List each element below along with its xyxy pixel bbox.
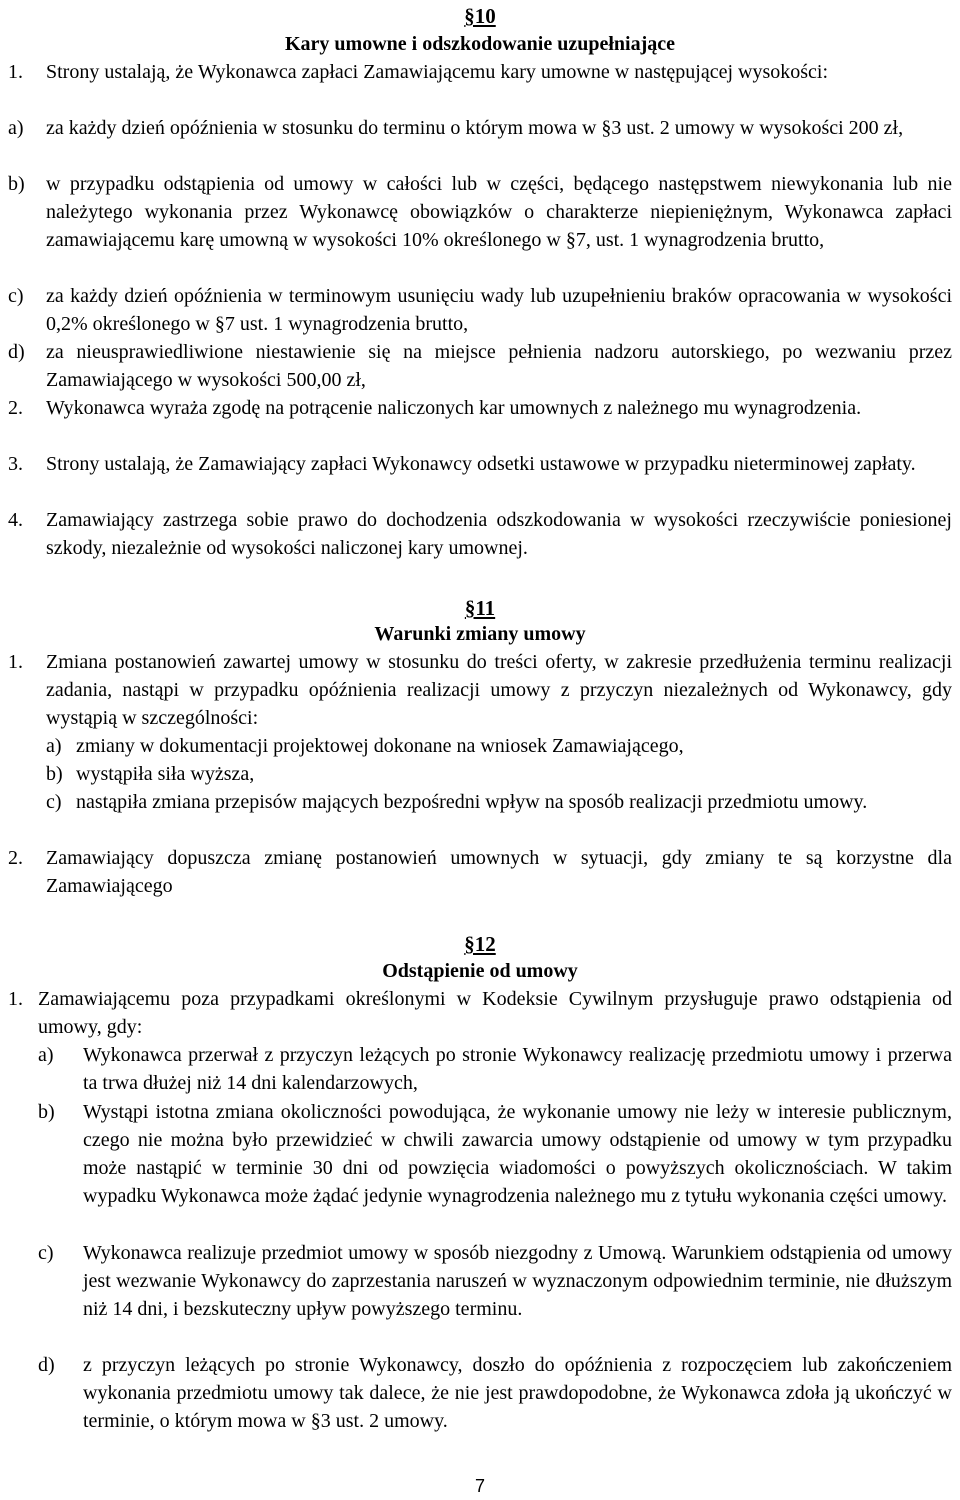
paragraph-text: wystąpiła siła wyższa, (76, 763, 255, 785)
list-letter: c) (46, 791, 62, 813)
s10-item-a (8, 114, 952, 142)
paragraph-text: za nieusprawiedliwione niestawienie się na miejsce pełnienia nadzoru autorskiego, po wezwaniu przez Zamawiającego w wysokości 500,00 zł, (46, 341, 952, 391)
paragraph-text: Wykonawca realizuje przedmiot umowy w sposób niezgodny z Umową. Warunkiem odstąpienia od umowy jest wezwanie Wykonawcy do zaprzestania naruszeń w wyznaczonym odpowiednim terminie, nie dłuższym niż 14 dni, i bezskuteczny upływ powyższego terminu. (83, 1242, 952, 1320)
section-12-title: Odstąpienie od umowy (382, 960, 578, 982)
list-number: 2. (8, 847, 23, 869)
list-number: 1. (8, 988, 23, 1010)
list-letter: b) (8, 173, 25, 195)
paragraph-text: Wykonawca przerwał z przyczyn leżących po stronie Wykonawcy realizację przedmiotu umowy i przerwa ta trwa dłużej niż 14 dni kalendarzowych, (83, 1044, 952, 1094)
list-letter: a) (8, 117, 24, 139)
section-12-number: §12 (464, 932, 496, 956)
page-number: 7 (474, 1476, 485, 1496)
s10-paragraph-4 (8, 506, 952, 562)
section-10-number: §10 (464, 4, 496, 28)
list-number: 1. (8, 61, 23, 83)
list-number: 1. (8, 651, 23, 673)
list-letter: c) (38, 1242, 54, 1264)
s10-item-b (8, 170, 952, 254)
paragraph-text: Zamawiający zastrzega sobie prawo do dochodzenia odszkodowania w wysokości rzeczywiście poniesionej szkody, niezależnie od wysokości naliczonej kary umownej. (46, 509, 952, 559)
paragraph-text: Strony ustalają, że Zamawiający zapłaci Wykonawcy odsetki ustawowe w przypadku nieterminowej zapłaty. (46, 453, 916, 475)
list-number: 4. (8, 509, 23, 531)
s12-item-b (38, 1098, 952, 1210)
s12-paragraph-1 (8, 985, 952, 1041)
list-letter: a) (38, 1044, 54, 1066)
list-number: 2. (8, 397, 23, 419)
s10-paragraph-3 (8, 450, 952, 478)
list-letter: d) (8, 341, 25, 363)
paragraph-text: zmiany w dokumentacji projektowej dokonane na wniosek Zamawiającego, (76, 735, 684, 757)
paragraph-text: za każdy dzień opóźnienia w stosunku do terminu o którym mowa w §3 ust. 2 umowy w wysokości 200 zł, (46, 117, 904, 139)
s10-paragraph-1 (8, 58, 952, 86)
s12-item-d (38, 1351, 952, 1435)
section-11-title: Warunki zmiany umowy (374, 623, 586, 645)
s11-paragraph-2 (8, 844, 952, 900)
paragraph-text: Wykonawca wyraża zgodę na potrącenie naliczonych kar umownych z należnego mu wynagrodzenia. (46, 397, 862, 419)
s10-paragraph-2 (8, 394, 952, 422)
s11-item-b (46, 760, 952, 788)
s10-item-c (8, 282, 952, 338)
s10-item-d (8, 338, 952, 394)
paragraph-text: Wystąpi istotna zmiana okoliczności powodująca, że wykonanie umowy nie leży w interesie publicznym, czego nie można było przewidzieć w chwili zawarcia umowy odstąpienie od umowy w tym przypadku może nastąpić w terminie 30 dni od powzięcia wiadomości o powyższych okolicznościach. W takim wypadku Wykonawca może żądać jedynie wynagrodzenia należnego mu z tytułu wykonania części umowy. (83, 1101, 952, 1207)
paragraph-text: Strony ustalają, że Wykonawca zapłaci Zamawiającemu kary umowne w następującej wysokości: (46, 61, 829, 83)
list-letter: d) (38, 1354, 55, 1376)
section-10-title: Kary umowne i odszkodowanie uzupełniające (284, 33, 676, 55)
paragraph-text: Zamawiający dopuszcza zmianę postanowień umownych w sytuacji, gdy zmiany te są korzystne dla Zamawiającego (46, 847, 952, 897)
list-letter: c) (8, 285, 24, 307)
s12-item-a (38, 1041, 952, 1097)
paragraph-text: za każdy dzień opóźnienia w terminowym usunięciu wady lub uzupełnieniu braków opracowania w wysokości 0,2% określonego w §7 ust. 1 wynagrodzenia brutto, (46, 285, 952, 335)
s11-item-a (46, 732, 952, 760)
paragraph-text: nastąpiła zmiana przepisów mających bezpośredni wpływ na sposób realizacji przedmiotu umowy. (76, 791, 868, 813)
list-letter: b) (38, 1101, 55, 1123)
paragraph-text: z przyczyn leżących po stronie Wykonawcy, doszło do opóźnienia z rozpoczęciem lub zakończeniem wykonania przedmiotu umowy tak dalece, że nie jest prawdopodobne, że Wykonawca zdoła ją ukończyć w terminie, o którym mowa w §3 ust. 2 umowy. (83, 1354, 952, 1432)
list-number: 3. (8, 453, 23, 475)
list-letter: b) (46, 763, 63, 785)
list-letter: a) (46, 735, 62, 757)
s12-item-c (38, 1239, 952, 1323)
paragraph-text: Zmiana postanowień zawartej umowy w stosunku do treści oferty, w zakresie przedłużenia terminu realizacji zadania, nastąpi w przypadku opóźnienia realizacji umowy z przyczyn niezależnych od Wykonawcy, gdy wystąpią w szczególności: (46, 651, 952, 729)
paragraph-text: w przypadku odstąpienia od umowy w całości lub w części, będącego następstwem niewykonania lub nie należytego wykonania przez Wykonawcę obowiązków o charakterze niepieniężnym, Wykonawca zapłaci zamawiającemu karę umowną w wysokości 10% określonego w §7, ust. 1 wynagrodzenia brutto, (46, 173, 952, 251)
section-11-number: §11 (464, 596, 496, 620)
s11-item-c (46, 788, 952, 816)
paragraph-text: Zamawiającemu poza przypadkami określonymi w Kodeksie Cywilnym przysługuje prawo odstąpienia od umowy, gdy: (38, 988, 952, 1038)
s11-paragraph-1 (8, 648, 952, 732)
